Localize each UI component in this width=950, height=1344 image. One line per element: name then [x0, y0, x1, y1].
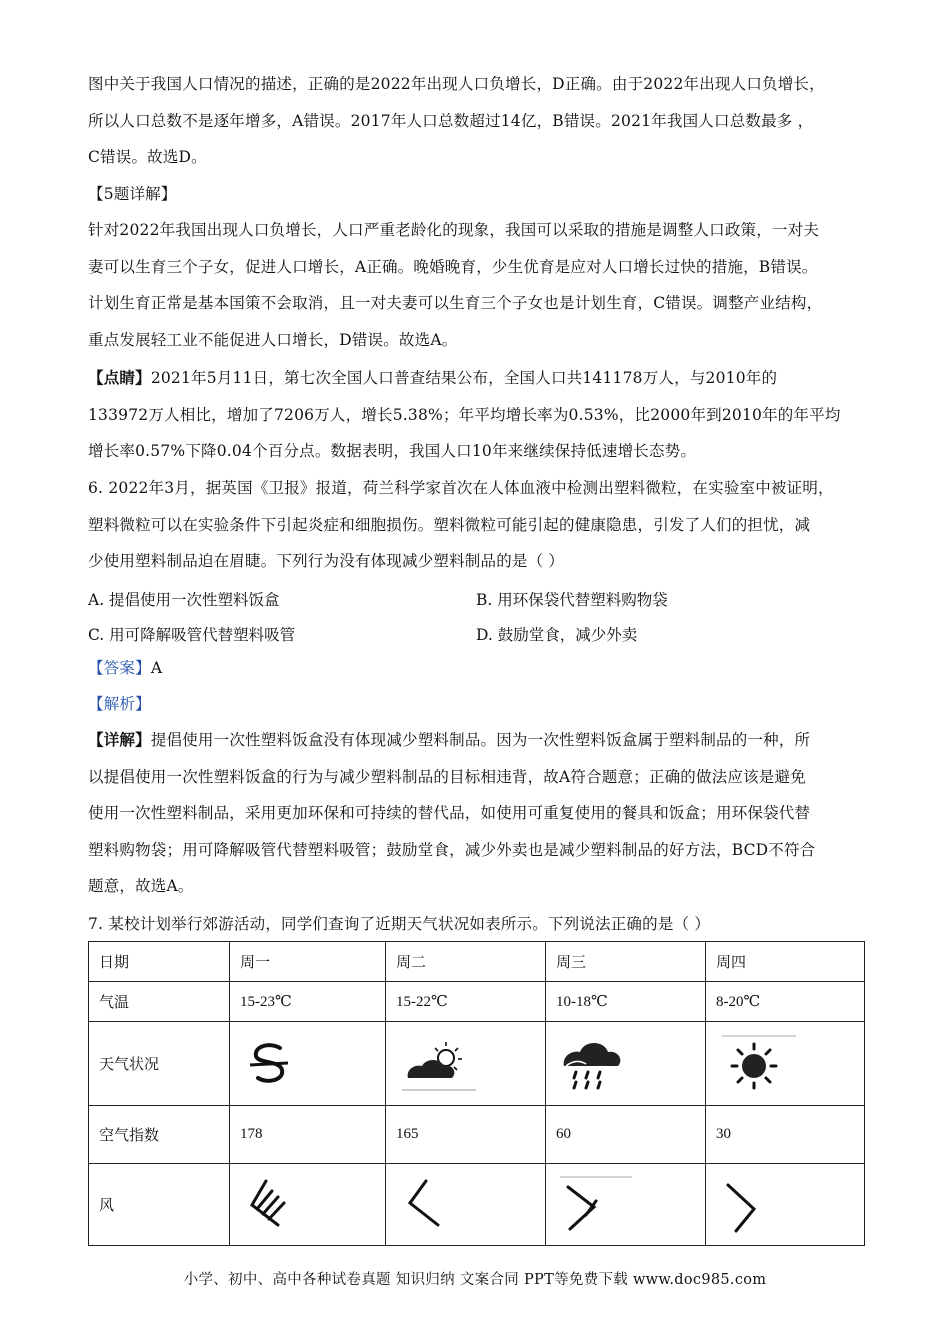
wind-barb-1-icon: [396, 1173, 456, 1237]
text-line: 以提倡使用一次性塑料饭盒的行为与减少塑料制品的目标相违背，故A符合题意；正确的做法应该是避免: [88, 767, 806, 786]
option-b: B. 用环保袋代替塑料购物袋: [476, 591, 668, 609]
option-d: D. 鼓励堂食，减少外卖: [476, 626, 638, 644]
text-line: 计划生育正常是基本国策不会取消，且一对夫妻可以生育三个子女也是计划生育，C错误。调整产业结构，: [88, 294, 823, 312]
table-row: [89, 1106, 865, 1164]
aqi-cell: 165: [386, 1106, 546, 1164]
wind-barb-0-icon: [716, 1173, 776, 1237]
day-tuesday: 周二: [386, 942, 546, 982]
wind-barb-3-icon: [240, 1173, 300, 1237]
dianjing-tag: 【点睛】: [88, 368, 151, 387]
weather-cell: [230, 1022, 386, 1106]
q7-stem: 7. 某校计划举行郊游活动，同学们查询了近期天气状况如表所示。下列说法正确的是（ ）: [88, 915, 711, 933]
aqi-cell: 30: [706, 1106, 865, 1164]
row-label-weather: 天气状况: [89, 1022, 230, 1106]
typhoon-icon: [240, 1034, 300, 1094]
wind-cell: [546, 1164, 706, 1246]
text-line: 133972万人相比，增加了7206万人，增长5.38%；年平均增长率为0.53%，比2000年到2010年的年平均: [88, 405, 841, 424]
q4-explanation: [88, 66, 863, 176]
text-line: 题意，故选A。: [88, 877, 194, 895]
text-line: 图中关于我国人口情况的描述，正确的是2022年出现人口负增长，D正确。由于2022年出现人口负增长，: [88, 75, 825, 93]
text-line: 妻可以生育三个子女，促进人口增长，A正确。晚婚晚育，少生优育是应对人口增长过快的措施，B错误。: [88, 257, 818, 276]
temp-cell: 8-20℃: [706, 982, 865, 1022]
wind-cell: [706, 1164, 865, 1246]
row-label-date: 日期: [89, 942, 230, 982]
q6-analysis-header: [88, 686, 863, 723]
analysis-tag: 【解析】: [88, 695, 151, 713]
dianjing-note: [88, 360, 863, 470]
text-line: 塑料购物袋；用可降解吸管代替塑料吸管；鼓励堂食，减少外卖也是减少塑料制品的好方法，BCD不符合: [88, 840, 816, 859]
text-line: 重点发展轻工业不能促进人口增长，D错误。故选A。: [88, 330, 458, 349]
rain-icon: [556, 1032, 626, 1096]
text-line: 提倡使用一次性塑料饭盒没有体现减少塑料制品。因为一次性塑料饭盒属于塑料制品的一种，所: [150, 731, 811, 749]
q6-stem: [88, 470, 863, 580]
wind-barb-2-icon: [556, 1173, 636, 1237]
q5-header: 【5题详解】: [88, 185, 177, 203]
text-line: C错误。故选D。: [88, 148, 207, 166]
page-footer: 小学、初中、高中各种试卷真题 知识归纳 文案合同 PPT等免费下载 www.doc985.com: [183, 1272, 767, 1288]
weather-cell: [386, 1022, 546, 1106]
text-line: 2021年5月11日，第七次全国人口普查结果公布，全国人口共141178万人，与2010年的: [150, 369, 778, 387]
temp-cell: 10-18℃: [546, 982, 706, 1022]
text-line: 针对2022年我国出现人口负增长，人口严重老龄化的现象，我国可以采取的措施是调整人口政策，一对夫: [88, 221, 820, 239]
row-label-temp: 气温: [89, 982, 230, 1022]
sunny-icon: [716, 1032, 800, 1096]
weather-cell: [546, 1022, 706, 1106]
text-line: 少使用塑料制品迫在眉睫。下列行为没有体现减少塑料制品的是（ ）: [88, 552, 565, 570]
wind-cell: [230, 1164, 386, 1246]
text-line: 所以人口总数不是逐年增多，A错误。2017年人口总数超过14亿，B错误。2021年我国人口总数最多 ，: [88, 111, 814, 130]
partly-cloudy-icon: [396, 1032, 480, 1096]
detail-tag: 【详解】: [88, 730, 151, 749]
text-line: 使用一次性塑料制品，采用更加环保和可持续的替代品，如使用可重复使用的餐具和饭盒；用环保袋代替: [88, 804, 811, 822]
weather-cell: [706, 1022, 865, 1106]
table-row: [89, 1022, 865, 1106]
text-line: 塑料微粒可以在实验条件下引起炎症和细胞损伤。塑料微粒可能引起的健康隐患，引发了人们的担忧，减: [88, 515, 811, 534]
row-label-aqi: 空气指数: [89, 1106, 230, 1164]
table-row: [89, 982, 865, 1022]
text-line: 6. 2022年3月，据英国《卫报》报道，荷兰科学家首次在人体血液中检测出塑料微粒，在实验室中被证明，: [88, 479, 834, 497]
q6-detail: [88, 722, 863, 905]
aqi-cell: 60: [546, 1106, 706, 1164]
table-row: [89, 1164, 865, 1246]
q6-answer: [88, 650, 863, 687]
wind-cell: [386, 1164, 546, 1246]
row-label-wind: 风: [89, 1164, 230, 1246]
option-c: C. 用可降解吸管代替塑料吸管: [88, 626, 296, 644]
answer-tag: 【答案】: [88, 659, 151, 677]
weather-table: [88, 941, 865, 1246]
day-monday: 周一: [230, 942, 386, 982]
day-wednesday: 周三: [546, 942, 706, 982]
temp-cell: 15-22℃: [386, 982, 546, 1022]
day-thursday: 周四: [706, 942, 865, 982]
aqi-cell: 178: [230, 1106, 386, 1164]
table-row: [89, 942, 865, 982]
option-a: A. 提倡使用一次性塑料饭盒: [88, 591, 280, 609]
text-line: 增长率0.57%下降0.04个百分点。数据表明，我国人口10年来继续保持低速增长态势。: [88, 442, 697, 460]
temp-cell: 15-23℃: [230, 982, 386, 1022]
answer-value: A: [150, 659, 163, 677]
q5-explanation: [88, 212, 863, 358]
